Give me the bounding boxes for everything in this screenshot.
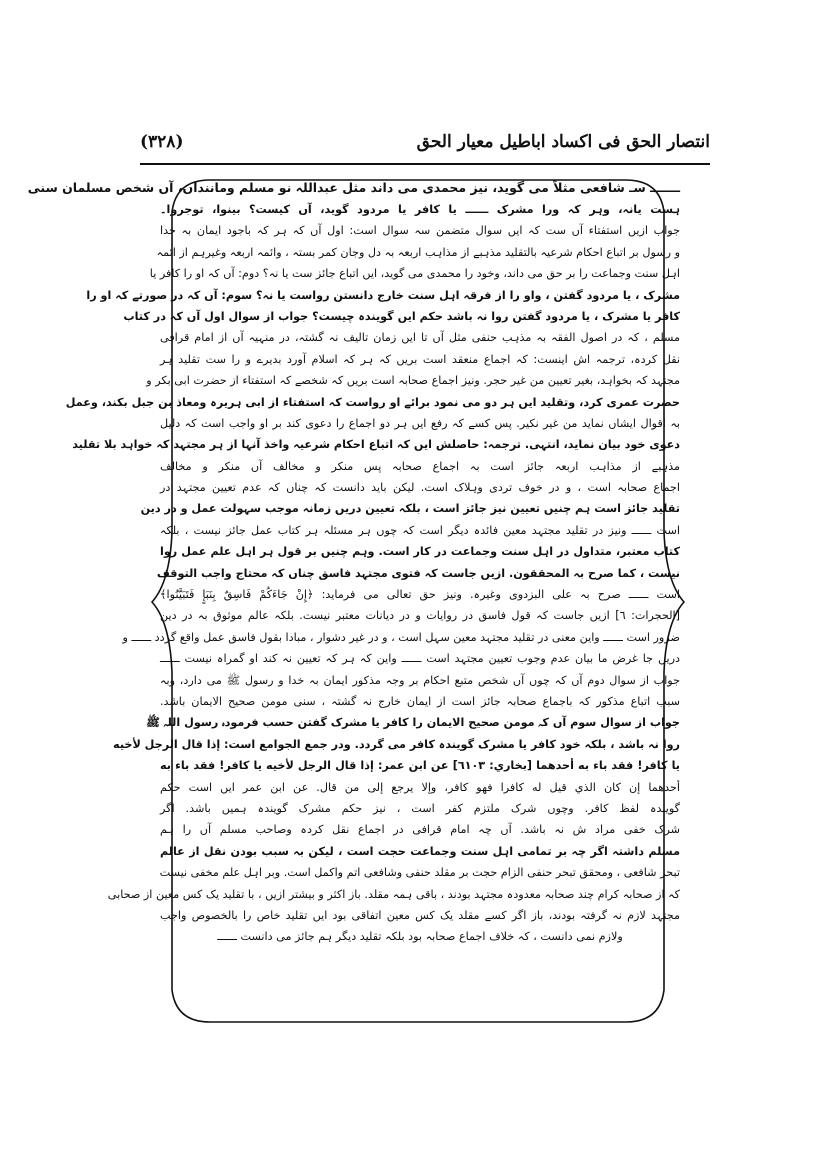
body-line: تبحر شافعی ، ومحقق تبحر حنفی الزام حجت بر مقلد حنفی وشافعی اتم واکمل است. وبر اہل علم مخفی نیست: [159, 866, 680, 880]
body-line: مذہبے از مذاہب اربعہ جائز است بہ اجماع صحابہ پس منکر و مخالف آں منکر و مخالف: [160, 459, 680, 473]
body-line: جواب ازیں استفتاء آں ست کہ ایں سوال متضمن سہ سوال است: اول آں کہ ہر کہ باجود ایمان بہ خدا: [160, 224, 680, 238]
body-line: أحدهما إن كان الذي قيل له كافرا فهو كافر، وإلا يرجع إلى من قال. عن ابن عمر ایں است حکم: [160, 780, 680, 794]
page-number: (۳۲۸): [140, 132, 184, 152]
body-line: سبب اتباع مذکور کہ باجماع صحابہ جائز است از ایمان خارج نہ گشتہ ، سنی مومن صحیح الایمان باشد.: [160, 694, 680, 708]
body-line: مجتہد لازم نہ گرفتہ بودند، باز اگر کسے مقلد یک کس معین اتفاقی بود ایں تقلید خاص را بالخصوص واجب: [160, 908, 680, 922]
body-line: جواب از سوال دوم آں کہ چوں آں شخص متبع احکام بر وجہ مذکور ایمان بہ خدا و رسول ﷺ می دارد، وبہ: [160, 673, 680, 687]
body-line: دریں جا غرض ما بیان عدم وجوب تعیین مجتہد است ــــــ واین کہ ہر کہ تعیین نہ کند او گمراہ نیست ــــــ: [160, 652, 680, 666]
body-line: کتاب معتبر، متداول در اہل سنت وجماعت در کار است. وہم چنیں بر قول ہر اہل علم عمل روا: [160, 545, 680, 559]
body-line: است ــــــ صرح بہ علی البزدوی وغیرہ. ونیز حق تعالی می فرماید: ﴿إِنْ جَاءَكُمْ فَاسِقٌ بِنَبَإٍ فَتَبَيَّنُوا﴾: [160, 588, 680, 602]
body-line: يا كافر! فقد باء به أحدهما [بخاري: ٦١٠٣] عن ابن عمر: إذا قال الرجل لأخيه يا كافر! فقد باء به: [160, 759, 680, 773]
running-title: انتصار الحق فی اکساد اباطیل معیار الحق: [416, 132, 710, 152]
body-line: اہل سنت وجماعت را بر حق می داند، وخود را محمدی می گوید، ایں اتباع جائز ست یا نہ؟ دوم: آں کہ او را کافر یا: [149, 267, 680, 281]
body-line: و رسول بر اتباع احکام شرعیہ بالتقلید مذہبے از مذاہب اربعہ بہ دل وجان کمر بستہ ، وائمہ اربعہ وغیرہم از ائمہ: [156, 245, 680, 259]
header-rule: [140, 163, 710, 165]
body-line: است ــــــ ونیز در تقلید مجتہد معین فائدہ دیگر است کہ چوں ہر مسئلہ ہر کتاب عمل جائز نیست ، بلکہ: [160, 523, 680, 537]
body-text: [27, 176, 680, 1024]
body-line: دعوی خود بیان نماید، انتہی. ترجمہ: حاصلش ایں کہ اتباع احکام شرعیہ واخذ آنہا از ہر مجتہد کہ خواہد بلا تقلید: [72, 438, 680, 452]
body-line: نیست ، کما صرح بہ المحققون. ازیں جاست کہ فتوی مجتہد فاسق چناں کہ محتاج واجب التوقف: [156, 566, 680, 580]
body-line: اجماع صحابہ است ، و در خوف تردی وہلاک است. لیکن باید دانست کہ چناں کہ عدم تعیین مجتہد در: [160, 481, 680, 495]
body-line: ہست یانہ، وہر کہ ورا مشرک ــــــ یا کافر یا مردود گوید، آں کیست؟ بینوا، توجروا۔: [160, 203, 680, 216]
body-line: گویندہ لفظ کافر. وچوں شرک ملتزم کفر است ، نیز حکم مشرک گویندہ ہمیں باشد. اگر: [160, 801, 680, 815]
body-line: مسلم ، کہ در اصول الفقہ بہ مذہب حنفی مثل آں تا ایں زمان تالیف نہ گشتہ، در منہیہ آں از امام قرافی: [160, 331, 680, 345]
body-line: [الحجرات: ٦] ازیں جاست کہ قول فاسق در روایات و در دیانات معتبر نیست. بلکہ عالم موثوق بہ در دین: [160, 609, 680, 623]
body-line: مشرک ، یا مردود گفتن ، واو را از فرقہ اہل سنت خارج دانستن رواست یا نہ؟ سوم: آں کہ در صورتے کہ او را: [86, 288, 680, 302]
body-line: مسلم داشتہ اگر چہ بر تمامی اہل سنت وجماعت حجت است ، لیکن بہ سبب بودن نقل از عالم: [160, 844, 680, 858]
body-line: نقل کردہ، ترجمہ اش اینست: کہ اجماع منعقد است بریں کہ ہر کہ اسلام آورد بدیرے و را ست تقلید ہر: [160, 352, 680, 366]
body-line: کافر یا مشرک ، یا مردود گفتن روا نہ باشد حکم ایں گویندہ چیست؟ جواب از سوال اول آں کہ در کتاب: [123, 309, 680, 323]
page-header: [140, 128, 710, 164]
body-line: حضرت عمری کرد، وتقلید ایں ہر دو می نمود برائے او رواست کہ استفتاء از ابی ہریرہ ومعاذ بن جبل بکند، وعمل: [65, 395, 680, 409]
body-line: مجتہد کہ بخواہد، بغیر تعیین من غیر حجر. ونیز اجماع صحابہ است بریں کہ شخصے کہ استفتاء از حضرت ابی بکر و: [146, 374, 680, 388]
body-line: کہ از صحابہ کرام چند صحابہ معدودہ مجتہد بودند ، باقی ہمہ مقلد. باز اکثر و بیشتر ازیں ، با تقلید یک کس معین از صحابی: [107, 887, 680, 901]
body-line: شرک خفی مراد ش نہ باشد. آں چہ امام قرافی در اجماع نقل کردہ وصاحب مسلم آں را ہم: [160, 823, 680, 837]
body-line: روا نہ باشد ، بلکہ خود کافر یا مشرک گویندہ کافر می گردد. ودر جمع الجوامع است: إذا قال الرجل لأخيه: [113, 737, 680, 751]
body-line: تقلید جائز است ہم چنیں تعیین نیز جائز است ، بلکہ تعیین دریں زمانہ موجب سہولت عمل و در دین: [140, 502, 680, 516]
body-line: بہ اقوال ایشاں نماید من غیر نکیر. پس کسے کہ رفع ایں ہر دو اجماع را دعوی کند بر او واجب است کہ دلیل: [160, 416, 680, 430]
body-line: ضرور است ــــــ واین معنی در تقلید مجتہد معین سہل است ، و در غیر دشوار ، مبادا بقول فاسق عمل واقع گردد ــــــ و: [122, 630, 680, 644]
body-line: ولازم نمی دانست ، کہ خلاف اجماع صحابہ بود بلکہ تقلید دیگر ہم جائز می دانست ــــــ: [217, 930, 623, 944]
body-line: جواب از سوال سوم آں کہ مومن صحیح الایمان را کافر یا مشرک گفتن حسب فرمودہ رسول اللہ ﷺ: [146, 716, 680, 730]
body-line: ـــــــ سـ شافعی مثلاً می گوید، نیز محمدی می داند مثل عبداللہ نو مسلم وماننداں، آں شخص مسلمان سنی: [27, 180, 680, 195]
